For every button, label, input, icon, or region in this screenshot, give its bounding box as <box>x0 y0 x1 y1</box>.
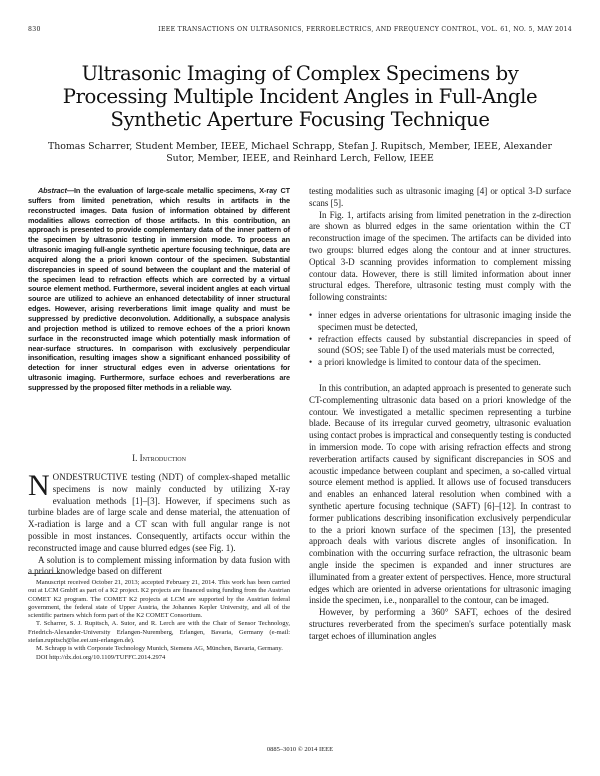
footnotes <box>28 579 290 662</box>
section-heading: I. Introduction <box>132 453 186 463</box>
intro-paragraph-1 <box>28 469 290 555</box>
paper-title: Ultrasonic Imaging of Complex Specimens by Processing Multiple Incident Angles in Full-Angle Synthetic Aperture Focusing Technique <box>62 62 538 131</box>
abstract-text: —In the evaluation of large-scale metallic specimens, X-ray CT suffers from limited penetration, which results in artifacts in the reconstructed images. Data fusion of information obtained by different modalities allows correction of those artifacts. In this contribution, an approach is presented to provide complementary data of the inner pattern of the specimen by ultrasonic testing in immersion mode. To process an ultrasonic imaging full-angle synthetic aperture focusing technique, data are acquired along the a priori known contour of the specimen. Substantial discrepancies in speed of sound between the couplant and the material of the specimen lead to refraction effects which are corrected by a virtual source element method. Furthermore, several incident angles at each virtual source are utilized to achieve an enhanced detectability of inner structural edges. However, arising reverberations limit image quality and must be suppressed by predictive deconvolution. Additionally, a subspace analysis and projection method is utilized to remove echoes of the a priori known surface in the reconstructed image which potentially mask information of near-surface structures. In comparison with exclusively perpendicular insonification, resulting images show a significant enhanced possibility of detection for inner structural edges even in adverse orientations for ultrasonic imaging. Furthermore, surface echoes and reverberations are suppressed by the proposed filter methods in a reliable way. <box>28 186 290 392</box>
footnote-doi[interactable]: DOI http://dx.doi.org/10.1109/TUFFC.2014.2974 <box>36 653 166 661</box>
constraints-list <box>309 310 571 369</box>
running-header <box>28 26 572 38</box>
list-item: • inner edges in adverse orientations for ultrasonic imaging inside the specimen must be detected, <box>309 310 571 334</box>
drop-cap: N <box>28 469 50 502</box>
introduction <box>28 469 290 578</box>
intro-paragraph-2: A solution is to complement missing information by data fusion with a priori knowledge based on different <box>28 554 290 577</box>
list-item: • refraction effects caused by substantial discrepancies in speed of sound (SOS; see Table I) of the used materials must be corrected, <box>309 334 571 358</box>
page-number: 830 <box>28 26 41 33</box>
right-paragraph-0: testing modalities such as ultrasonic imaging [4] or optical 3-D surface scans [5]. <box>309 186 571 208</box>
footnote-manuscript: Manuscript received October 21, 2013; accepted February 21, 2014. This work has been carried out at LCM GmbH as part of a K2 project. K2 projects are financed using funding from the Austrian COMET K2 program. The COMET K2 projects at LCM are supported by the Austrian federal government, the federal state of Upper Austria, the Johannes Kepler University, and all of the scientific partners which form part of the K2 COMET Consortium. <box>28 579 290 620</box>
left-column <box>28 186 290 393</box>
abstract-label: Abstract <box>38 186 67 195</box>
copyright-notice: 0885–3010 © 2014 IEEE <box>266 746 334 753</box>
intro-p1-text: ONDESTRUCTIVE testing (NDT) of complex-shaped metallic specimens is now mainly conducted by utilizing X-ray evaluation methods [1]–[3]. However, if specimens such as turbine blades are of large scale and dense material, the attenuation of X-radiation is large and a CT scan with full angular range is not possible in most instances. Consequently, artifacts occur within the reconstructed image and cause blurred edges (see Fig. 1). <box>28 472 290 553</box>
journal-title: IEEE TRANSACTIONS ON ULTRASONICS, FERROELECTRICS, AND FREQUENCY CONTROL, VOL. 61, NO. 5, MAY 2014 <box>158 26 572 33</box>
right-paragraph-3: However, by performing a 360° SAFT, echoes of the desired structures reverberated from the specimen's surface potentially mask target echoes of illumination angles <box>309 607 571 641</box>
author-list: Thomas Scharrer, Student Member, IEEE, Michael Schrapp, Stefan J. Rupitsch, Member, IEEE, Alexander Sutor, Member, IEEE, and Reinhard Lerch, Fellow, IEEE <box>47 141 553 164</box>
right-paragraph-2: In this contribution, an adapted approach is presented to generate such CT-complementing ultrasonic data based on a priori knowledge of the contour. We investigated a metallic specimen representing a turbine blade. Because of its irregular curved geometry, ultrasonic evaluation using contact probes is impractical and consequently testing is conducted in immersion mode. To cope with arising refraction effects and strong reverberation artifacts caused by significant discrepancies in SOS and acoustic impedance between couplant and specimen, a so-called virtual source element method is applied. It allows use of focused transducers and enables an enhanced lateral resolution when combined with a synthetic aperture focusing technique (SAFT) [6]–[12]. In contrast to former publications describing insonification exclusively perpendicular to the a priori known surface of the specimen [13], the presented approach deals with various discrete angles of insonification. In combination with the occurring surface refraction, the ultrasonic beam angle inside the specimen is expanded and inner structures are illuminated from a greater extent of perspectives. Hence, more structural edges which are oriented in adverse orientations for ultrasonic imaging inside the specimen, i.e., nonparallel to the contour, can be imaged. <box>309 382 571 606</box>
footnote-affiliation-1: T. Scharrer, S. J. Rupitsch, A. Sutor, and R. Lerch are with the Chair of Sensor Technology, Friedrich-Alexander-University Erlangen-Nuremberg, Erlangen, Bavaria, Germany (e-mail: stefan.rupitsch@lse.eei.uni-erlangen.de). <box>28 620 290 645</box>
footnote-divider <box>28 573 62 574</box>
footnote-affiliation-2: M. Schrapp is with Corporate Technology Munich, Siemens AG, München, Bavaria, Germany. <box>36 645 283 653</box>
abstract <box>28 186 290 393</box>
list-item: • a priori knowledge is limited to contour data of the specimen. <box>309 357 571 369</box>
right-paragraph-1: In Fig. 1, artifacts arising from limited penetration in the z-direction are shown as blurred edges in the same orientation within the CT reconstruction image of the specimen. The artifacts can be divided into two groups: blurred edges along the contour and at inner structures. Optical 3-D scanning provides information to complement missing contour data. However, there is still limited information about inner structural edges. Therefore, ultrasonic testing must comply with the following constraints: <box>309 209 571 303</box>
right-column <box>309 186 571 642</box>
